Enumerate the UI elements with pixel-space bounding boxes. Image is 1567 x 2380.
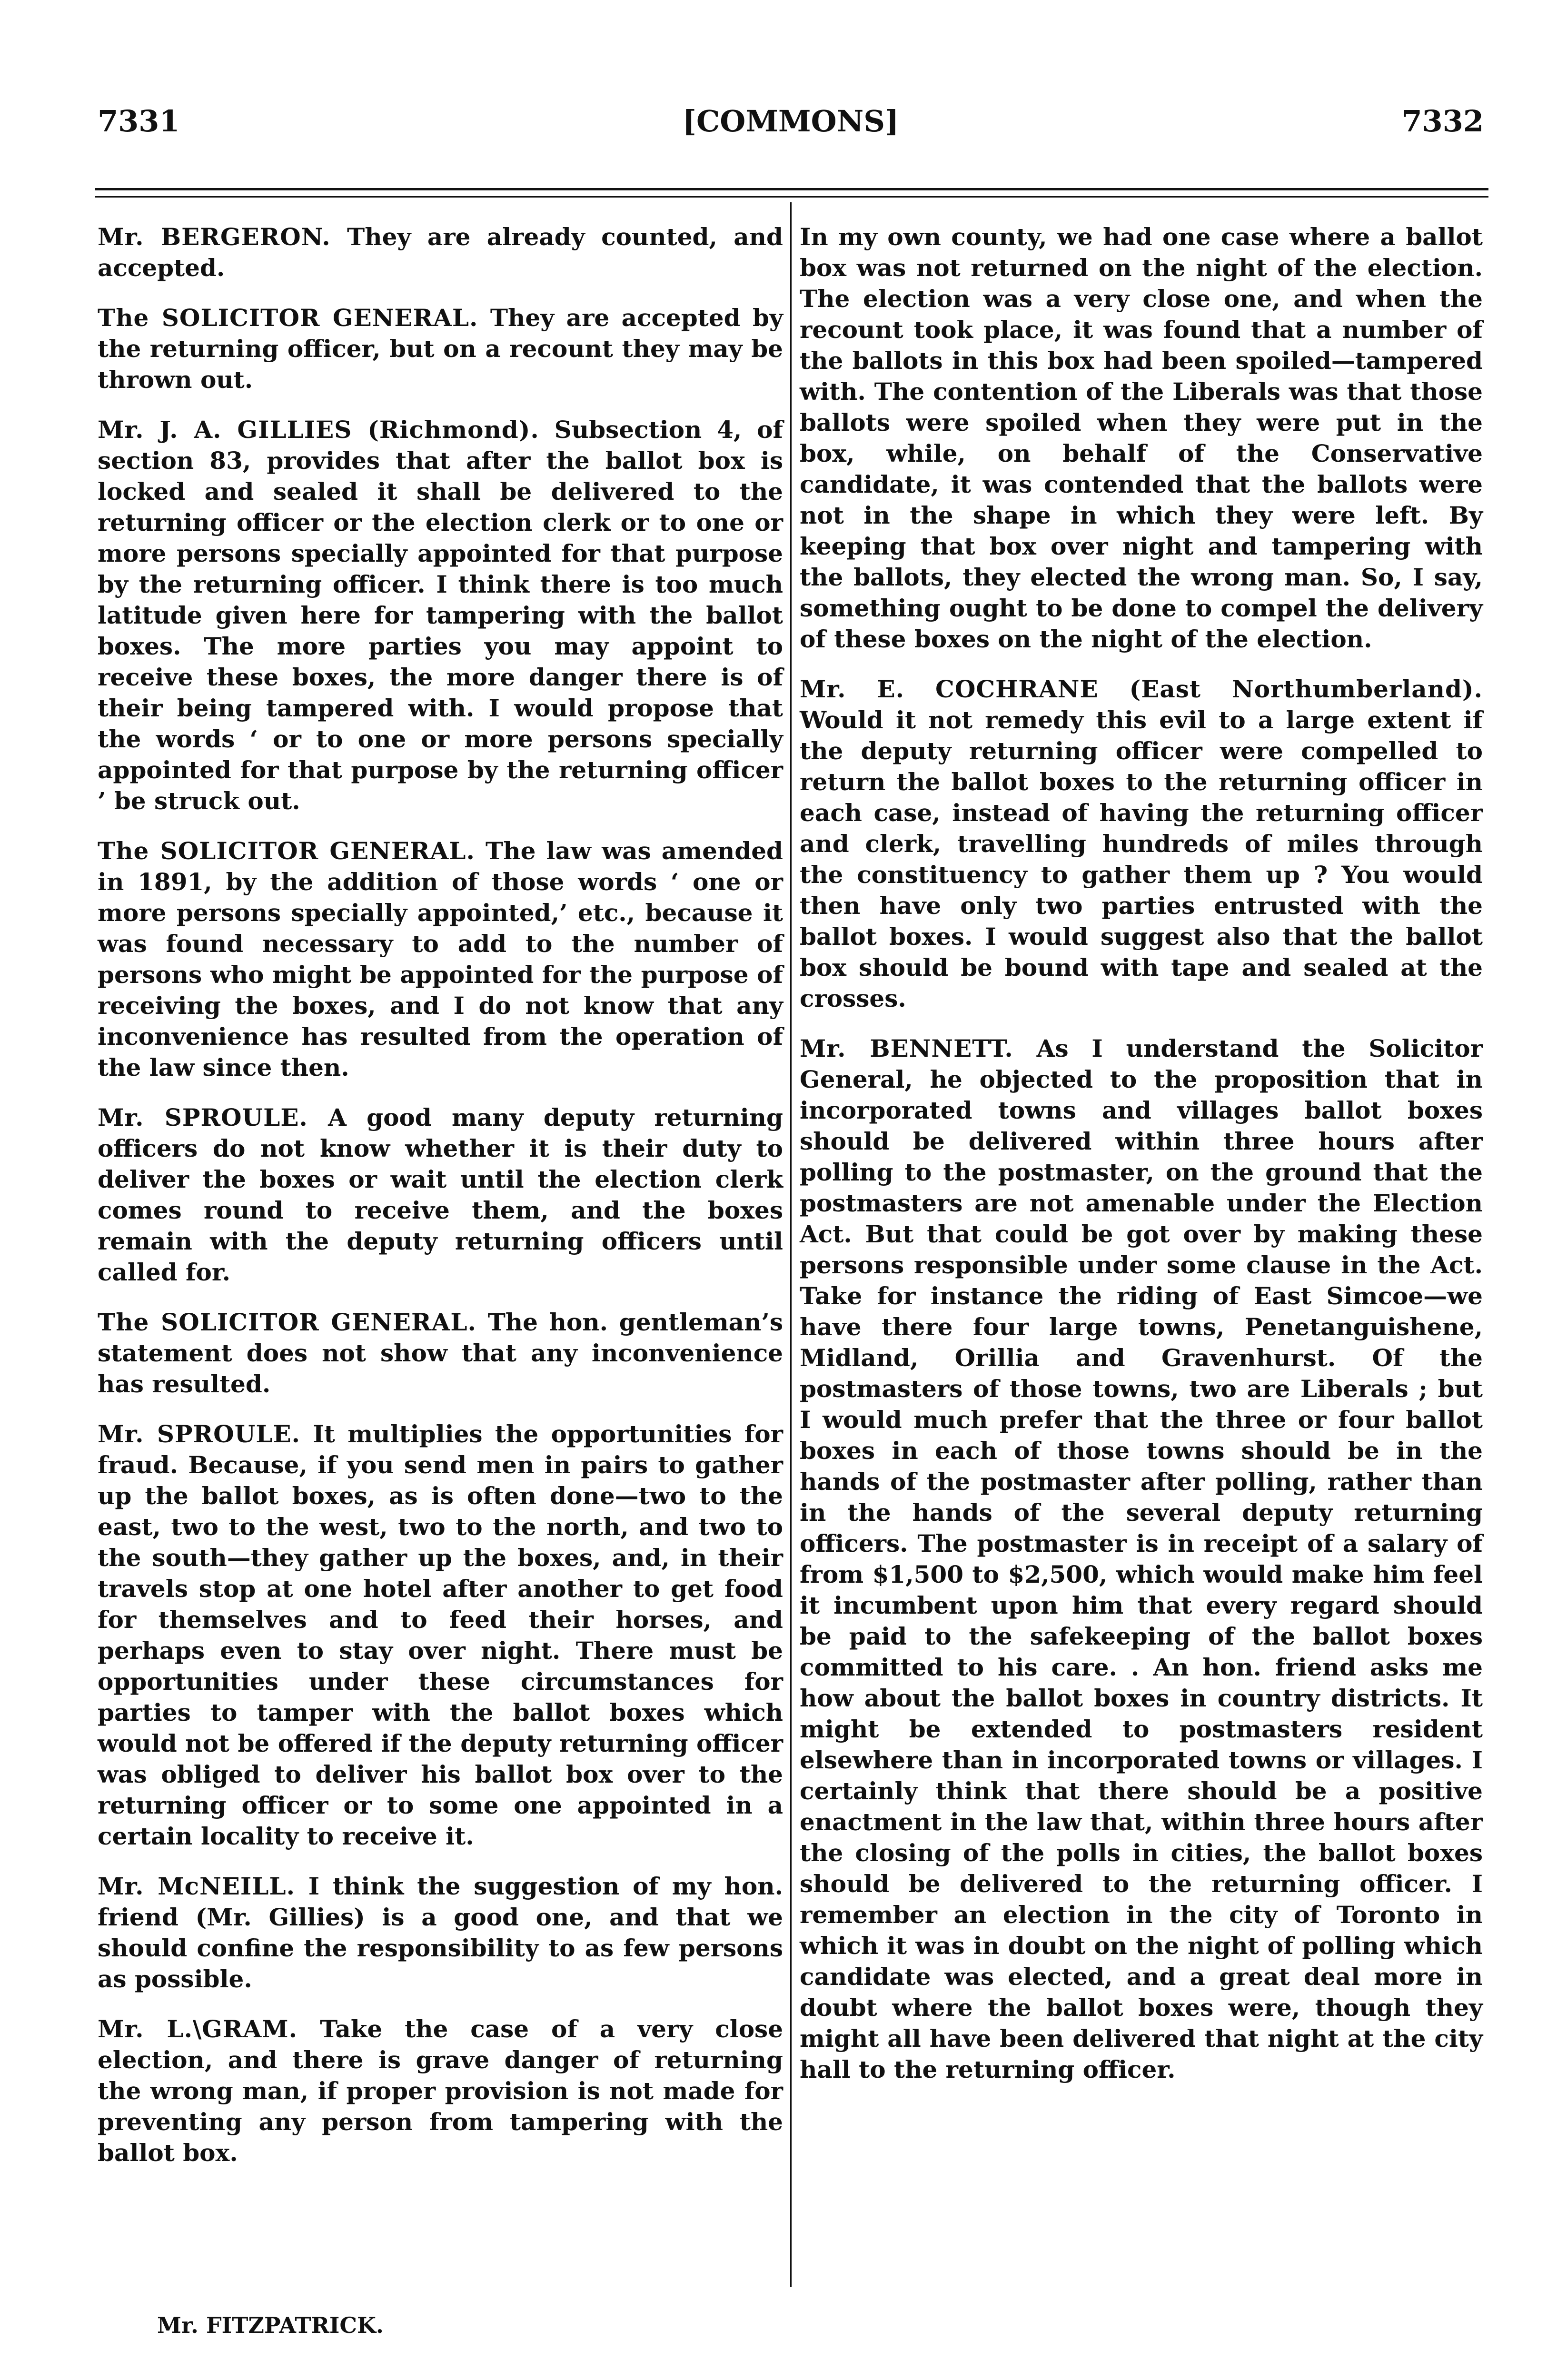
speaker-name: The SOLICITOR GENERAL. bbox=[98, 304, 478, 332]
running-title: [COMMONS] bbox=[682, 104, 899, 139]
left-column bbox=[98, 221, 783, 2187]
left-page-number: 7331 bbox=[98, 104, 180, 139]
speech-paragraph bbox=[98, 1102, 783, 1288]
speaker-name: Mr. McNEILL. bbox=[98, 1872, 295, 1900]
speech-paragraph bbox=[98, 221, 783, 283]
speech-paragraph bbox=[800, 221, 1483, 654]
speech-text: They are accepted by the returning officer, but on a recount they may be thrown out. bbox=[98, 304, 783, 394]
speech-paragraph bbox=[98, 1307, 783, 1399]
speech-text: As I understand the Solicitor General, he objected to the proposition that in incorporated towns and villages ballot boxes should be delivered within three hours after polling to the postmaster, on the ground that the postmasters are not amenable under the Election Act. But that could be got over by making these persons responsible under some clause in the Act. Take for instance the riding of East Simcoe—we have there four large towns, Penetanguishene, Midland, Orillia and Gravenhurst. Of the postmasters of those towns, two are Liberals ; but I would much prefer that the three or four ballot boxes in each of those towns should be in the hands of the postmaster after polling, rather than in the hands of the several deputy returning officers. The postmaster is in receipt of a salary of from $1,500 to $2,500, which would make him feel it incumbent upon him that every regard should be paid to the safekeeping of the ballot boxes committed to his care. . An hon. friend asks me how about the ballot boxes in country districts. It might be extended to postmasters resident elsewhere than in incorporated towns or villages. I certainly think that there should be a positive enactment in the law that, within three hours after the closing of the polls in cities, the ballot boxes should be delivered to the returning officer. I remember an election in the city of Toronto in which it was in doubt on the night of polling which candidate was elected, and a great deal more in doubt where the ballot boxes were, though they might all have been delivered that night at the city hall to the returning officer. bbox=[800, 1034, 1483, 2083]
header-rule-thin bbox=[95, 196, 1488, 198]
speech-text: A good many deputy returning officers do not know whether it is their duty to deliver the boxes or wait until the election clerk comes round to receive them, and the boxes remain with the deputy returning officers until called for. bbox=[98, 1103, 783, 1286]
column-divider bbox=[790, 202, 792, 2287]
speaker-name: The SOLICITOR GENERAL. bbox=[98, 837, 475, 865]
speaker-name: Mr. L.\GRAM. bbox=[98, 2015, 298, 2043]
header-rule-thick bbox=[95, 188, 1488, 190]
speaker-name: Mr. SPROULE. bbox=[98, 1420, 300, 1448]
speech-text: The law was amended in 1891, by the addition of those words ‘ one or more persons specially appointed,’ etc., because it was found necessary to add to the number of persons who might be appointed for the purpose of receiving the boxes, and I do not know that any inconvenience has resulted from the operation of the law since then. bbox=[98, 837, 783, 1081]
right-column bbox=[800, 221, 1483, 2104]
speech-paragraph bbox=[800, 674, 1483, 1014]
speech-paragraph bbox=[98, 302, 783, 395]
speech-text: Subsection 4, of section 83, provides that after the ballot box is locked and sealed it shall be delivered to the returning officer or the election clerk or to one or more persons specially appointed for that purpose by the returning officer. I think there is too much latitude given here for tampering with the ballot boxes. The more parties you may appoint to receive these boxes, the more danger there is of their being tampered with. I would propose that the words ‘ or to one or more persons specially appointed for that purpose by the returning officer ’ be struck out. bbox=[98, 416, 783, 815]
speaker-name: Mr. SPROULE. bbox=[98, 1103, 308, 1131]
right-page-number: 7332 bbox=[1401, 104, 1484, 139]
speaker-name: The SOLICITOR GENERAL. bbox=[98, 1308, 476, 1336]
speech-paragraph bbox=[98, 414, 783, 816]
speaker-name: Mr. J. A. GILLIES (Richmond). bbox=[98, 416, 539, 444]
speech-paragraph bbox=[98, 835, 783, 1083]
speech-text: Take the case of a very close election, and there is grave danger of returning the wrong man, if proper provision is not made for preventing any person from tampering with the ballot box. bbox=[98, 2015, 783, 2167]
speaker-name: Mr. BERGERON. bbox=[98, 223, 331, 251]
speech-text: Would it not remedy this evil to a large extent if the deputy returning officer were compelled to return the ballot boxes to the returning officer in each case, instead of having the returning officer and clerk, travelling hundreds of miles through the constituency to gather them up ? You would then have only two parties entrusted with the ballot boxes. I would suggest also that the ballot box should be bound with tape and sealed at the crosses. bbox=[800, 706, 1483, 1012]
page-header bbox=[98, 102, 1484, 140]
speech-paragraph bbox=[98, 1871, 783, 1994]
speech-text: They are already counted, and accepted. bbox=[98, 223, 783, 282]
speaker-name: Mr. E. COCHRANE (East Northumberland). bbox=[800, 675, 1483, 703]
speech-paragraph bbox=[98, 2013, 783, 2168]
speech-text: The hon. gentleman’s statement does not show that any inconvenience has resulted. bbox=[98, 1308, 783, 1398]
speaker-name: Mr. BENNETT. bbox=[800, 1034, 1013, 1062]
speech-paragraph bbox=[800, 1033, 1483, 2085]
speech-text: It multiplies the opportunities for fraud. Because, if you send men in pairs to gather up the ballot boxes, as is often done—two to the east, two to the west, two to the north, and two to the south—they gather up the boxes, and, in their travels stop at one hotel after another to get food for themselves and to feed their horses, and perhaps even to stay over night. There must be opportunities under these circumstances for parties to tamper with the ballot boxes which would not be offered if the deputy returning officer was obliged to deliver his ballot box over to the returning officer or to some one appointed in a certain locality to receive it. bbox=[98, 1420, 783, 1850]
catchword: Mr. FITZPATRICK. bbox=[157, 2312, 384, 2338]
speech-text: I think the suggestion of my hon. friend (Mr. Gillies) is a good one, and that we should confine the responsibility to as few persons as possible. bbox=[98, 1872, 783, 1993]
speech-text: In my own county, we had one case where a ballot box was not returned on the night of the election. The election was a very close one, and when the recount took place, it was found that a number of the ballots in this box had been spoiled—tampered with. The contention of the Liberals was that those ballots were spoiled when they were put in the box, while, on behalf of the Conservative candidate, it was contended that the ballots were not in the shape in which they were left. By keeping that box over night and tampering with the ballots, they elected the wrong man. So, I say, something ought to be done to compel the delivery of these boxes on the night of the election. bbox=[800, 223, 1483, 653]
speech-paragraph bbox=[98, 1418, 783, 1852]
